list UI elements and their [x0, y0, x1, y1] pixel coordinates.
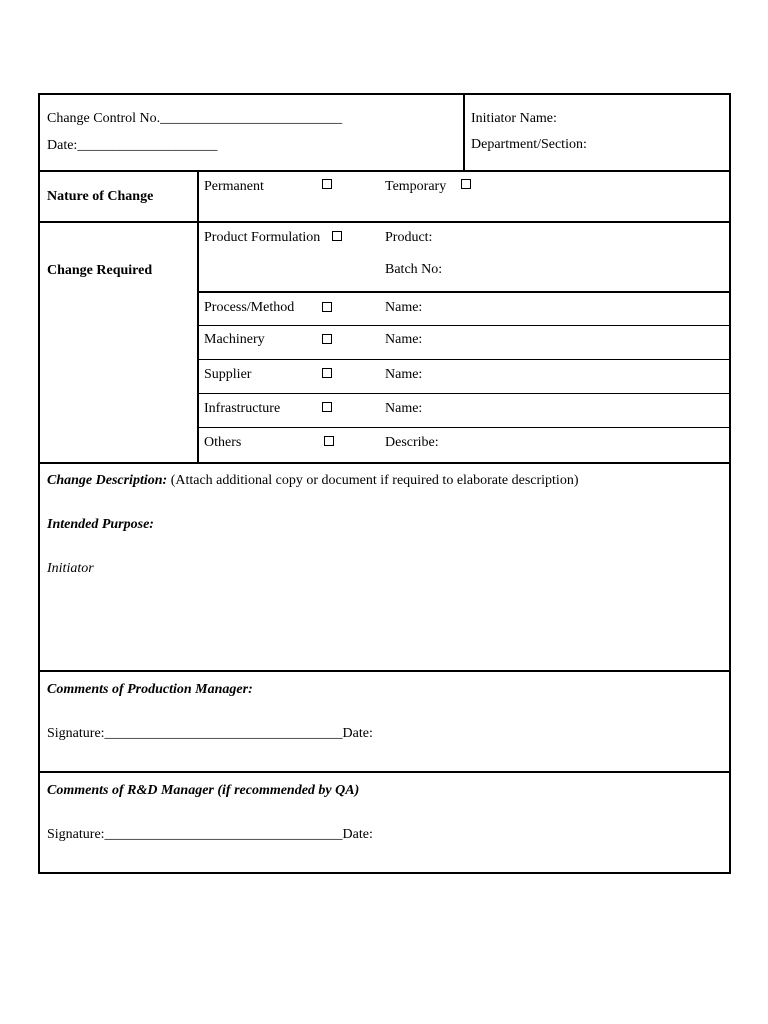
change-description-label: Change Description: [47, 473, 168, 488]
divider-change-required [38, 462, 731, 464]
change-description-note: (Attach additional copy or document if required to elaborate description) [167, 473, 579, 488]
machinery-label: Machinery [204, 332, 265, 347]
initiator-signature-label: Initiator [47, 561, 94, 576]
infrastructure-checkbox[interactable] [322, 402, 332, 412]
divider-header-vertical [463, 93, 465, 171]
product-field-label[interactable]: Product: [385, 230, 433, 245]
divider-nature [38, 221, 731, 223]
change-control-label: Change Control No. [47, 111, 161, 126]
change-control-blank: __________________________ [160, 111, 343, 126]
production-date-label: Date: [342, 726, 373, 741]
rnd-date-label: Date: [342, 827, 373, 842]
rnd-signature-blank: __________________________________ [104, 827, 343, 842]
process-method-name-label[interactable]: Name: [385, 300, 423, 315]
product-formulation-label: Product Formulation [204, 230, 321, 245]
divider-header [38, 170, 731, 172]
supplier-name-label[interactable]: Name: [385, 367, 423, 382]
rnd-manager-comments-label[interactable]: Comments of R&D Manager (if recommended by QA) [47, 783, 360, 798]
machinery-name-label[interactable]: Name: [385, 332, 423, 347]
machinery-checkbox[interactable] [322, 334, 332, 344]
process-method-checkbox[interactable] [322, 302, 332, 312]
process-method-label: Process/Method [204, 300, 295, 315]
infrastructure-name-label[interactable]: Name: [385, 401, 423, 416]
product-formulation-checkbox[interactable] [332, 231, 342, 241]
production-manager-comments-label[interactable]: Comments of Production Manager: [47, 682, 253, 697]
nature-of-change-label: Nature of Change [47, 189, 154, 204]
supplier-checkbox[interactable] [322, 368, 332, 378]
batch-no-field-label[interactable]: Batch No: [385, 262, 443, 277]
permanent-checkbox[interactable] [322, 179, 332, 189]
production-signature-blank: __________________________________ [104, 726, 343, 741]
change-required-label: Change Required [47, 263, 153, 278]
divider-label-column [197, 170, 199, 463]
permanent-label: Permanent [204, 179, 264, 194]
rnd-signature-line[interactable] [47, 827, 373, 843]
infrastructure-label: Infrastructure [204, 401, 281, 416]
supplier-label: Supplier [204, 367, 252, 382]
date-label: Date: [47, 138, 78, 153]
divider-production [38, 771, 731, 773]
divider-row-supplier [197, 393, 731, 394]
intended-purpose-label[interactable]: Intended Purpose: [47, 517, 154, 532]
temporary-checkbox[interactable] [461, 179, 471, 189]
production-signature-line[interactable] [47, 726, 373, 742]
divider-formulation [197, 291, 731, 293]
department-section-label[interactable]: Department/Section: [471, 137, 587, 152]
change-description-heading[interactable] [47, 473, 579, 489]
divider-description [38, 670, 731, 672]
others-describe-label[interactable]: Describe: [385, 435, 439, 450]
divider-row-process [197, 325, 731, 326]
production-signature-label: Signature: [47, 726, 105, 741]
date-field[interactable] [47, 138, 217, 154]
divider-row-infrastructure [197, 427, 731, 428]
initiator-name-label[interactable]: Initiator Name: [471, 111, 557, 126]
change-control-field[interactable] [47, 111, 342, 127]
temporary-label: Temporary [385, 179, 447, 194]
others-checkbox[interactable] [324, 436, 334, 446]
date-blank: ____________________ [77, 138, 218, 153]
rnd-signature-label: Signature: [47, 827, 105, 842]
others-label: Others [204, 435, 242, 450]
divider-row-machinery [197, 359, 731, 360]
